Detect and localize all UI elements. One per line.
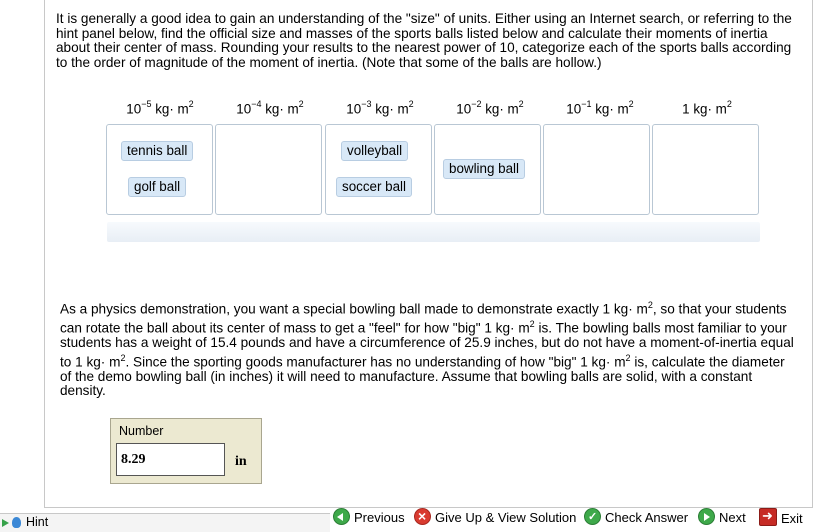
chip-volleyball[interactable]: volleyball (341, 141, 408, 161)
chip-golf-ball[interactable]: golf ball (128, 177, 186, 197)
answer-label: Number (119, 424, 164, 438)
bin-header-1e-1: $10^{-1}$ $kg\cdot m^2$ (566, 99, 634, 117)
exit-icon (759, 508, 777, 526)
previous-icon (333, 508, 350, 525)
exit-button[interactable]: ➜ Exit (759, 508, 803, 528)
bin-1e0[interactable] (652, 124, 759, 215)
navigation-toolbar (330, 505, 823, 531)
give-up-icon (414, 508, 431, 525)
hint-bar (0, 513, 330, 532)
unsorted-items-area[interactable] (107, 222, 760, 242)
next-button[interactable]: Next (698, 508, 746, 528)
chip-tennis-ball[interactable]: tennis ball (121, 141, 193, 161)
expand-arrow-icon (2, 519, 9, 527)
question-1-text: It is generally a good idea to gain an understanding of the "size" of units. Either using an Internet search, or referring to the hint panel below, find the official size and masses of the sports balls listed below and calculate their moments of inertia about their center of mass. Rounding your results to the nearest power of 10, categorize each of the sports balls according to the order of magnitude of the moment of inertia. (Note that some of the balls are hollow.) (56, 11, 792, 70)
bin-1e-5[interactable] (106, 124, 213, 215)
previous-button[interactable]: Previous (333, 508, 405, 528)
bin-header-1e-5: $10^{-5}$ $kg\cdot m^2$ (126, 99, 194, 117)
next-icon (698, 508, 715, 525)
bin-1e-4[interactable] (215, 124, 322, 215)
bin-1e-2[interactable] (434, 124, 541, 215)
bin-header-1e-2: $10^{-2}$ $kg\cdot m^2$ (456, 99, 524, 117)
give-up-button[interactable]: × Give Up & View Solution (414, 508, 576, 528)
chip-bowling-ball[interactable]: bowling ball (443, 159, 525, 179)
bin-1e-3[interactable] (325, 124, 432, 215)
chip-soccer-ball[interactable]: soccer ball (336, 177, 412, 197)
bin-header-1e0: 1 $kg\cdot m^2$ (682, 99, 732, 117)
lightbulb-icon (12, 517, 21, 528)
hint-toggle[interactable]: Hint (0, 514, 48, 530)
bin-header-1e-4: $10^{-4}$ $kg\cdot m^2$ (236, 99, 304, 117)
answer-unit: in (235, 454, 247, 469)
bin-header-1e-3: $10^{-3}$ $kg\cdot m^2$ (346, 99, 414, 117)
answer-input[interactable]: 8.29 (116, 443, 225, 476)
bin-1e-1[interactable] (543, 124, 650, 215)
question-2-text: As a physics demonstration, you want a special bowling ball made to demonstrate exactly 1 $kg\cdot m^2$, so that your students can rotate the ball about its center of mass to get a "feel" for how "big" 1 $kg\cdot m^2$ is. The bowling balls most familiar to your students has a weight of 15.4 pounds and have a circumference of 25.9 inches, but do not have a moment-of-inertia equal to 1 $kg\cdot m^2$. Since the sporting goods manufacturer has no understanding of how "big" 1 $kg\cdot m^2$ is, calculate the diameter of the demo bowling ball (in inches) it will need to manufacture. Assume that bowling balls are solid, with a constant density. (60, 300, 794, 399)
check-answer-button[interactable]: ✓ Check Answer (584, 508, 688, 528)
check-icon (584, 508, 601, 525)
